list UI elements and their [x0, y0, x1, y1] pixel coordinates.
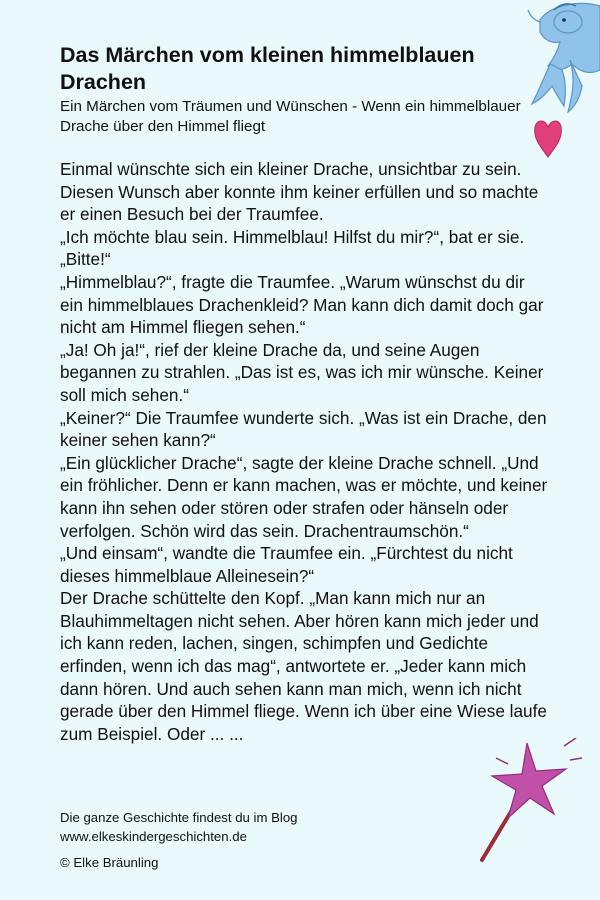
story-paragraph: „Himmelblau?“, fragte die Traumfee. „Warum wünschst du dir ein himmelblaues Drachenkleid? Man kann dich damit doch gar nicht am Himmel fliegen sehen.“ [60, 271, 544, 338]
page-title: Das Märchen vom kleinen himmelblauen Drachen [60, 43, 475, 94]
heart-illustration [533, 113, 563, 159]
blog-hint: Die ganze Geschichte findest du im Blog [60, 810, 298, 825]
story-paragraph: „Und einsam“, wandte die Traumfee ein. „Fürchtest du nicht dieses himmelblaue Alleinesein?“ [60, 543, 513, 586]
copyright: © Elke Bräunling [60, 855, 159, 870]
story-paragraph: „Ich möchte blau sein. Himmelblau! Hilfst du mir?“, bat er sie. „Bitte!“ [60, 226, 525, 270]
dragon-illustration [510, 0, 600, 120]
page-subtitle: Ein Märchen vom Träumen und Wünschen - Wenn ein himmelblauer Drache über den Himmel fliegt [60, 98, 521, 135]
footer [60, 808, 460, 872]
story-text [60, 158, 550, 745]
blog-url: www.elkeskindergeschichten.de [60, 829, 247, 844]
magic-wand-illustration [470, 738, 585, 868]
story-paragraph: „Ein glücklicher Drache“, sagte der kleine Drache schnell. „Und ein fröhlicher. Denn er kann machen, was er möchte, und keiner kann ihn sehen oder stören oder strafen oder hänseln oder verfolgen. Schön wird das sein. Drachentraumschön.“ [60, 452, 548, 541]
story-paragraph: „Ja! Oh ja!“, rief der kleine Drache da, und seine Augen begannen zu strahlen. „Das ist es, was ich mir wünsche. Keiner soll mich sehen.“ [60, 339, 544, 405]
story-paragraph: „Keiner?“ Die Traumfee wunderte sich. „Was ist ein Drache, den keiner sehen kann?“ [60, 407, 547, 451]
story-paragraph: Einmal wünschte sich ein kleiner Drache, unsichtbar zu sein. Diesen Wunsch aber konnte ihm keiner erfüllen und so machte er einen Besuch bei der Traumfee. [60, 159, 539, 225]
story-paragraph: Der Drache schüttelte den Kopf. „Man kann mich nur an Blauhimmeltagen nicht sehen. Aber hören kann mich jeder und ich kann reden, lachen, singen, schimpfen und Gedichte erfinden, wenn ich das mag“, antwortete er. „Jeder kann mich dann hören. Und auch sehen kann man mich, wenn ich nicht gerade über den Himmel fliege. Wenn ich über eine Wiese laufe zum Beispiel. Oder ... ... [60, 588, 547, 744]
